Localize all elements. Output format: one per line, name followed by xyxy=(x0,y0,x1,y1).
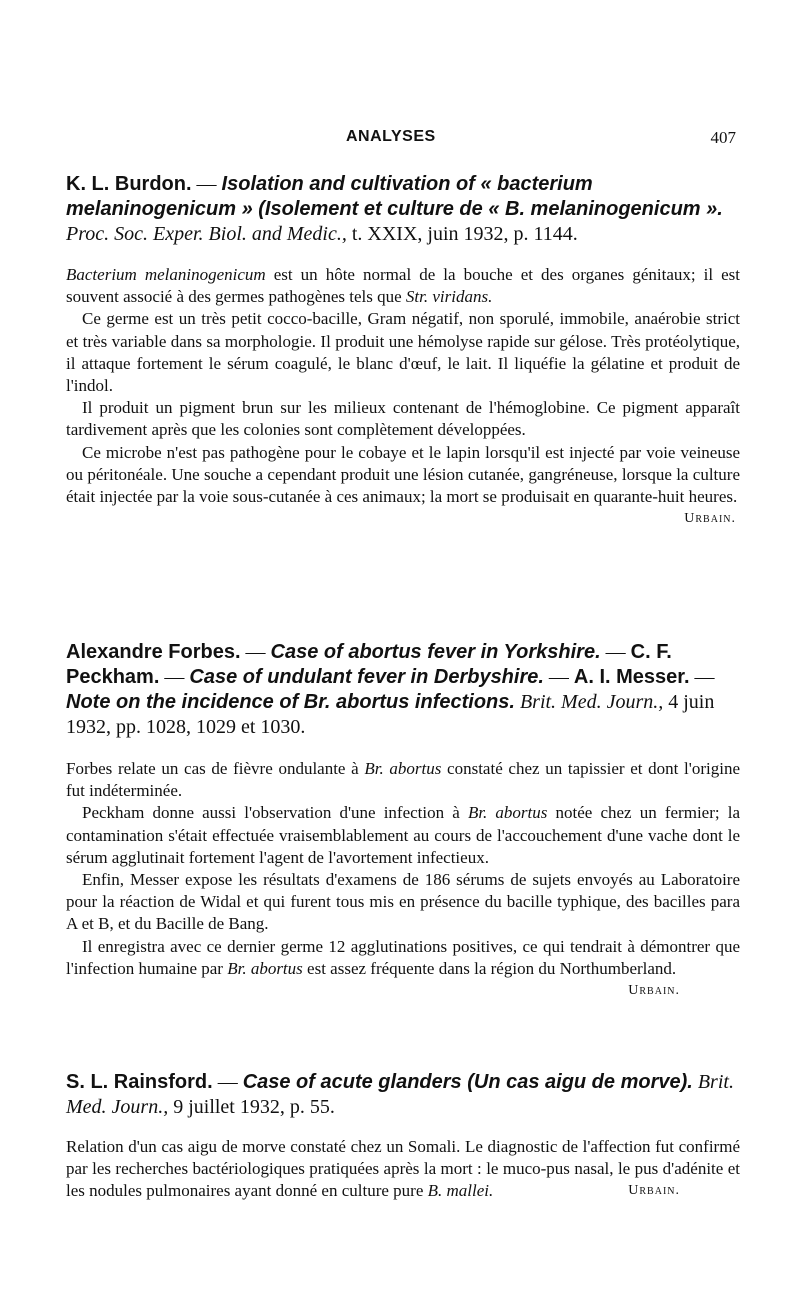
entry-1-paragraph-4: Ce microbe n'est pas pathogène pour le cobaye et le lapin lorsqu'il est injecté par voie veineuse ou péritonéale. Une souche a cependant produit une lésion cutanée, gangréneuse, lorsque la culture était injectée par la voie sous-cutanée à ces animaux; la mort se produisait en quarante-huit heures. xyxy=(66,442,740,507)
entry-1-dash: — xyxy=(191,173,222,195)
entry-3-heading xyxy=(66,1070,738,1120)
entry-3-citation-journal: Brit. Med. Journ., xyxy=(66,1071,734,1118)
entry-1-citation-details: t. XXIX, juin 1932, p. 1144. xyxy=(346,223,578,245)
entry-2-paragraph-1 xyxy=(66,758,740,802)
entry-2-p1-text-b: constaté chez un tapissier et dont l'origine fut indéterminée. xyxy=(66,759,740,801)
entry-2-title-3: Note on the incidence of Br. abortus infections. xyxy=(66,691,515,713)
entry-2-citation-journal: Brit. Med. Journ., xyxy=(519,691,664,713)
entry-2-p4-text-a: Il enregistra avec ce dernier germe 12 agglutinations positives, ce qui tendrait à démontrer que l'infection humaine par xyxy=(66,936,740,978)
entry-1-title: Isolation and cultivation of « bacterium melaninogenicum » (Isolement et culture de « B. melaninogenicum ». xyxy=(66,173,723,220)
entry-2-paragraph-4 xyxy=(66,936,740,999)
entry-2-dash-5: — xyxy=(689,666,715,688)
entry-2-p2-text-b: notée chez un fermier; la contamination s'était effectuée vraisemblablement au cours de l'accouchement d'une vache dont le sérum agglutinait fortement l'agent de l'avortement infectieux. xyxy=(66,803,740,867)
entry-2-citation-details: 4 juin 1932, pp. 1028, 1029 et 1030. xyxy=(66,691,715,738)
entry-1-p1-species-2: Str. viridans. xyxy=(405,287,493,307)
entry-2-paragraph-3: Enfin, Messer expose les résultats d'examens de 186 sérums de sujets envoyés au Laboratoire pour la réaction de Widal et qui furent tous mis en présence du bacille typhique, des bacilles para A et B, et du Bacille de Bang. xyxy=(66,870,740,934)
entry-1-heading xyxy=(66,172,738,247)
entry-2-p4-species: Br. abortus xyxy=(227,958,303,978)
entry-3-paragraph-1 xyxy=(66,1136,740,1203)
entry-1-paragraph-3: Il produit un pigment brun sur les milieux contenant de l'hémoglobine. Ce pigment apparaît tardivement après que les colonies sont complètement développées. xyxy=(66,398,740,440)
running-head-title: ANALYSES xyxy=(346,128,436,145)
entry-1-body xyxy=(66,264,740,530)
entry-3-citation-details: 9 juillet 1932, p. 55. xyxy=(168,1096,335,1118)
entry-2-dash-4: — xyxy=(543,666,574,688)
entry-3-body xyxy=(66,1136,740,1203)
entry-1-p1-text: est un hôte normal de la bouche et des organes génitaux; il est souvent associé à des germes pathogènes tels que xyxy=(66,265,740,307)
entry-3-signature: Urbain. xyxy=(628,1183,680,1199)
entry-2-heading xyxy=(66,640,738,740)
entry-2-p4-text-b: est assez fréquente dans la région du Northumberland. xyxy=(302,958,677,978)
entry-1-paragraph-2: Ce germe est un très petit cocco-bacille, Gram négatif, non sporulé, immobile, anaérobie strict et très variable dans sa morphologie. Il produit une hémolyse rapide sur gélose. Très protéolytique, il attaque fortement le sérum coagulé, le blanc d'œuf, le lait. Il liquéfie la gélatine et produit de l'indol. xyxy=(66,309,740,396)
entry-2-dash-2: — xyxy=(600,641,631,663)
entry-3-p1-species: B. mallei. xyxy=(427,1181,494,1201)
entry-3-author: S. L. Rainsford. xyxy=(66,1071,213,1093)
entry-2-body xyxy=(66,758,740,1002)
entry-1-signature: Urbain. xyxy=(684,511,736,527)
entry-2-author-3: A. I. Messer. xyxy=(573,666,690,688)
entry-2-author-2: C. F. Peckham. xyxy=(66,641,672,688)
entry-2-p2-text-a: Peckham donne aussi l'observation d'une infection à xyxy=(82,803,468,823)
entry-2-title-2: Case of undulant fever in Derbyshire. xyxy=(189,666,544,688)
page-number: 407 xyxy=(710,128,736,147)
entry-2-p2-species: Br. abortus xyxy=(467,803,548,823)
entry-2-signature: Urbain. xyxy=(628,983,680,999)
entry-2-dash-1: — xyxy=(240,641,271,663)
entry-2-title-1: Case of abortus fever in Yorkshire. xyxy=(270,641,601,663)
entry-2-paragraph-2 xyxy=(66,802,740,869)
entry-1-p1-species: Bacterium melaninogenicum xyxy=(66,265,266,284)
entry-2-p1-species: Br. abortus xyxy=(364,759,442,778)
entry-3-p1-text: Relation d'un cas aigu de morve constaté chez un Somali. Le diagnostic de l'affection fut confirmé par les recherches bactériologiques pratiquées après la mort : le muco-pus nasal, le pus d'adénite et les nodules pulmonaires ayant donné en culture pure xyxy=(66,1137,740,1201)
entry-1-paragraph-1 xyxy=(66,264,740,308)
entry-1-author: K. L. Burdon. xyxy=(66,173,192,195)
entry-2-p1-text-a: Forbes relate un cas de fièvre ondulante à xyxy=(66,759,365,778)
entry-3-title: Case of acute glanders (Un cas aigu de morve). xyxy=(242,1071,693,1093)
entry-1-citation-journal: Proc. Soc. Exper. Biol. and Medic., xyxy=(66,223,347,245)
entry-2-dash-3: — xyxy=(159,666,190,688)
entry-2-author-1: Alexandre Forbes. xyxy=(66,641,241,663)
entry-3-dash: — xyxy=(212,1071,243,1093)
running-head xyxy=(66,128,736,150)
